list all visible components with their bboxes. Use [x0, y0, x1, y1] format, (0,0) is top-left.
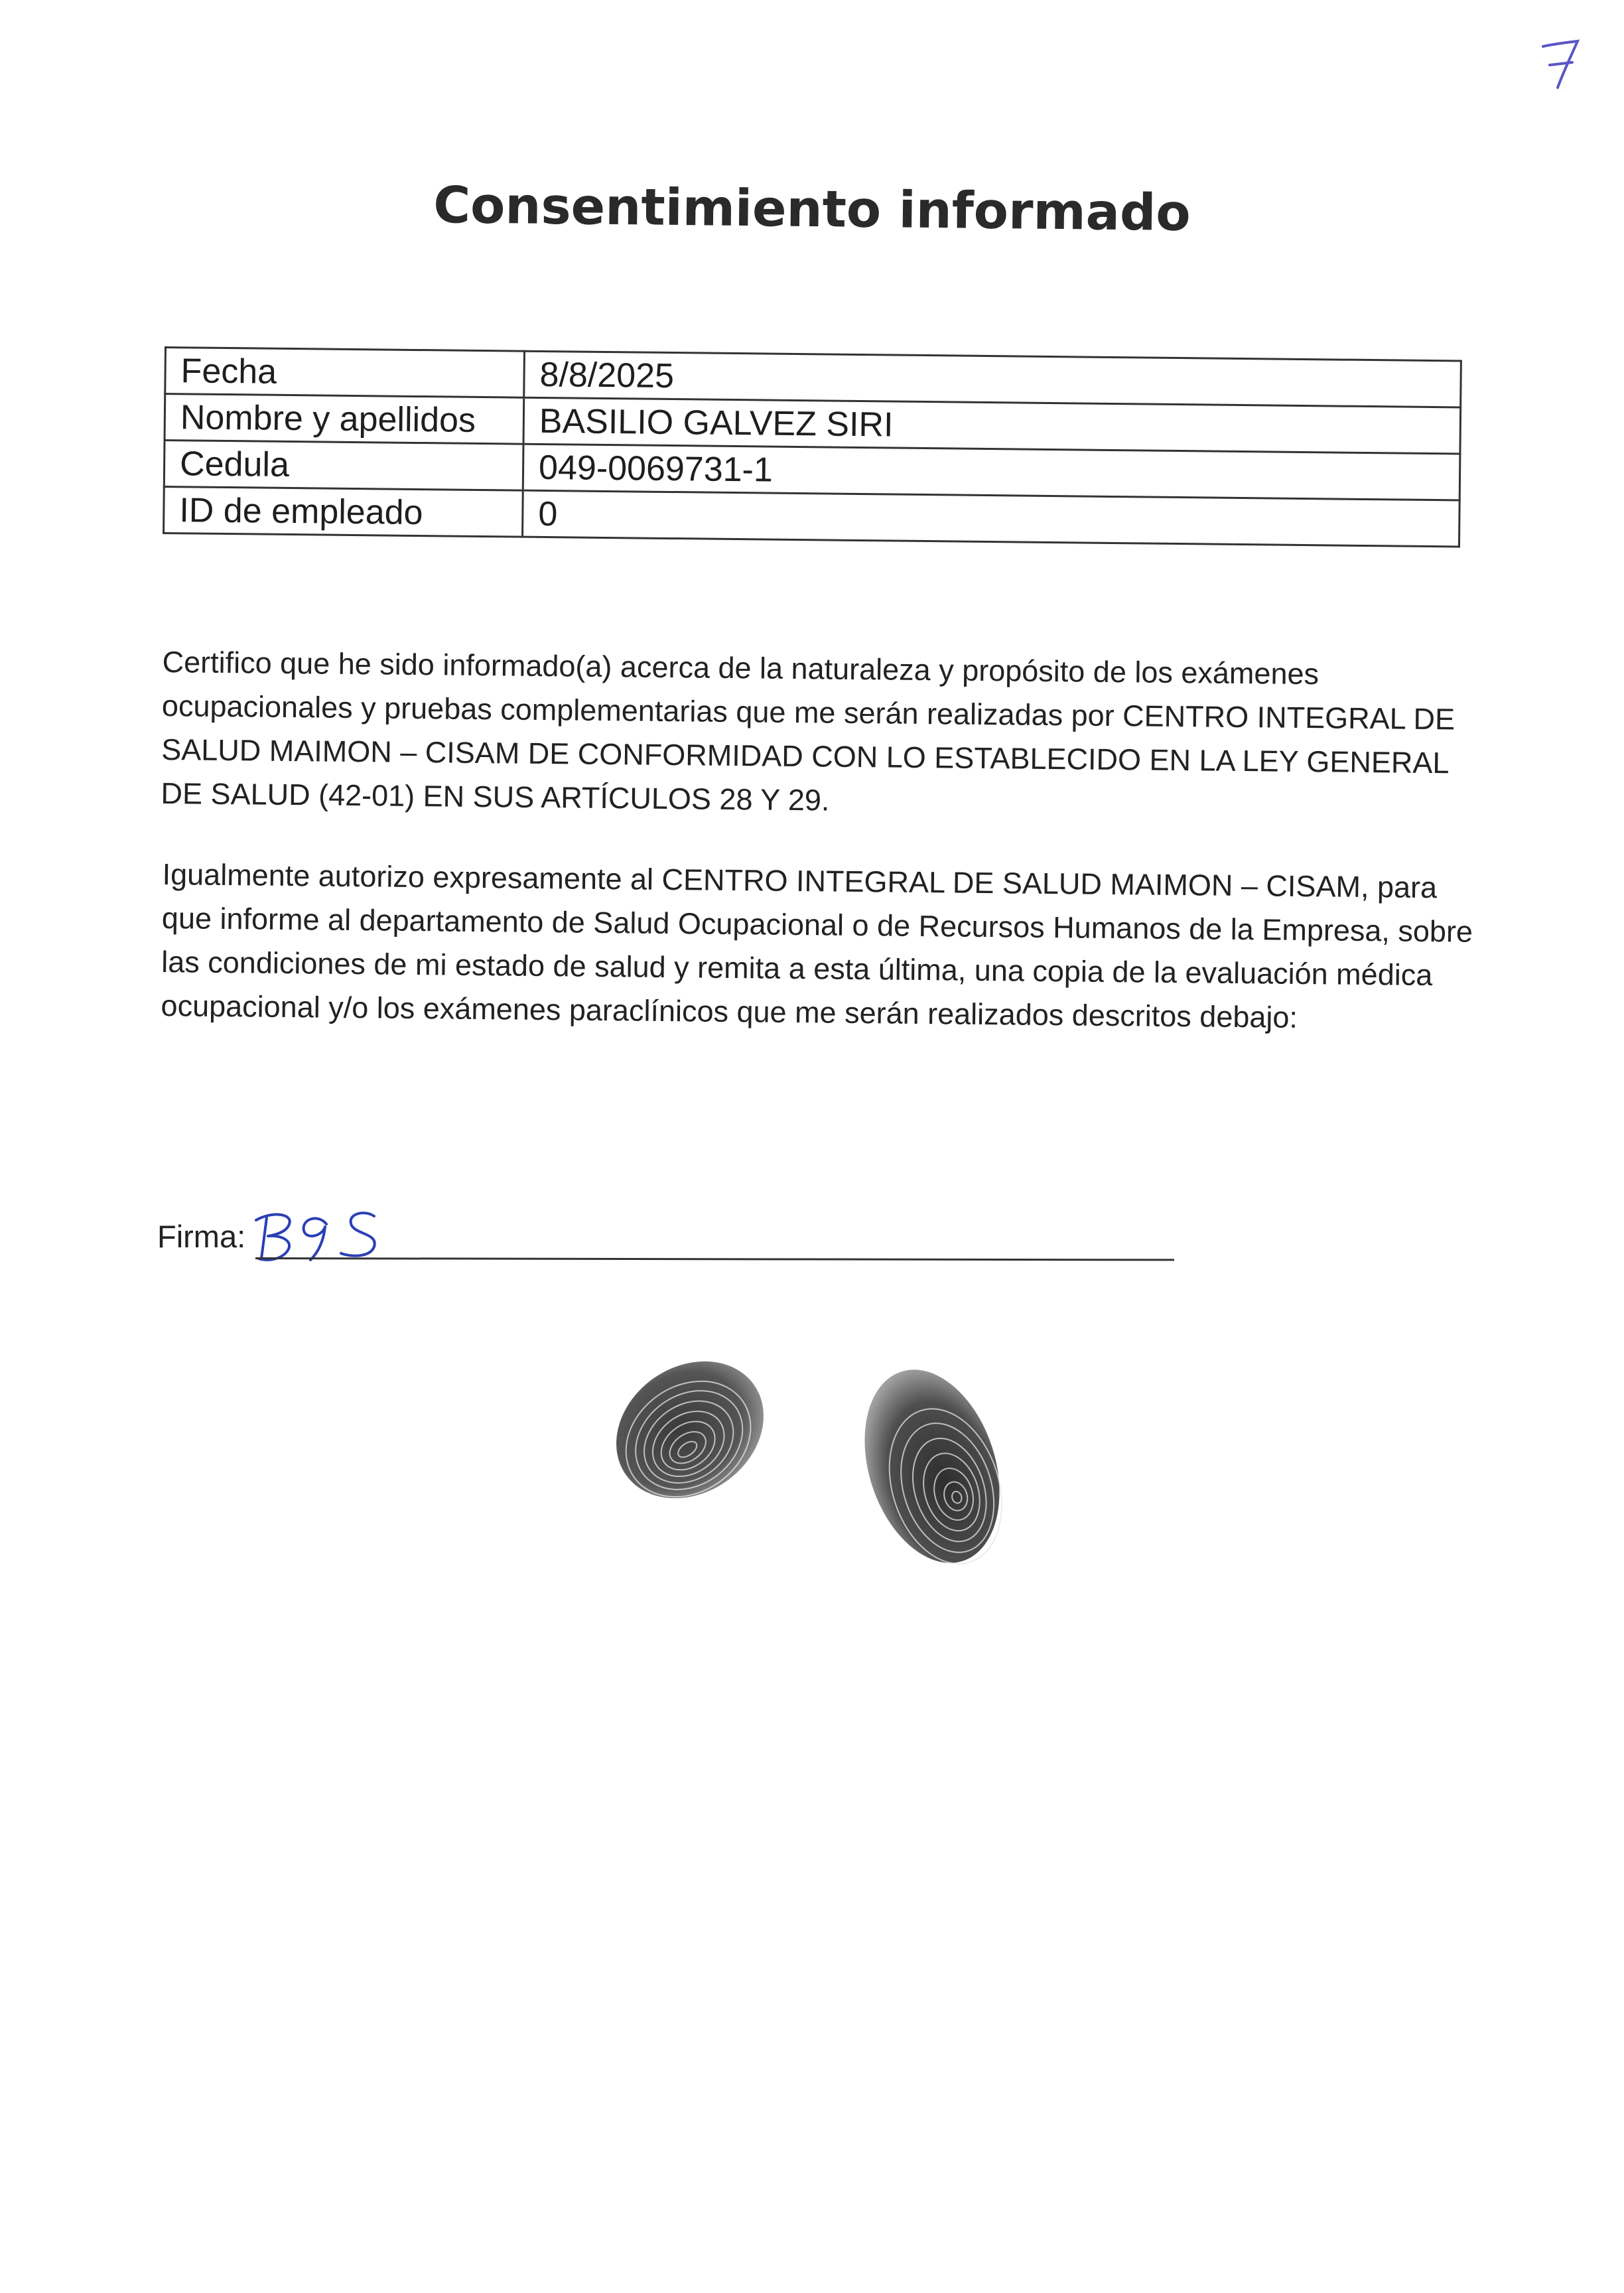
label-fecha: Fecha	[165, 348, 525, 398]
signature-label: Firma:	[157, 1219, 246, 1254]
label-nombre: Nombre y apellidos	[165, 394, 524, 445]
page-title: Consentimiento informado	[433, 175, 1191, 242]
label-id-empleado: ID de empleado	[164, 487, 523, 537]
value-fecha: 8/8/2025	[524, 351, 1461, 407]
value-cedula: 049-0069731-1	[523, 444, 1460, 500]
value-id-empleado: 0	[523, 490, 1460, 547]
fingerprint-right-icon	[849, 1354, 1015, 1579]
consent-paragraph-1: Certifico que he sido informado(a) acerca de la naturaleza y propósito de los exámenes ocupacionales y pruebas complementarias que me serán realizadas por CENTRO INTEGRAL DE SALUD MAIMON – CISAM DE CONFORMIDAD CON LO ESTABLECIDO EN LA LEY GENERAL DE SALUD (42-01) EN SUS ARTÍCULOS 28 Y 29.	[161, 644, 1455, 817]
fingerprint-left-icon	[597, 1337, 783, 1523]
page-number-handwritten	[1538, 27, 1584, 93]
consent-paragraph-2: Igualmente autorizo expresamente al CENTRO INTEGRAL DE SALUD MAIMON – CISAM, para que informe al departamento de Salud Ocupacional o de Recursos Humanos de la Empresa, sobre las condiciones de mi estado de salud y remita a esta última, una copia de la evaluación médica ocupacional y/o los exámenes paraclínicos que me serán realizados descritos debajo:	[161, 857, 1473, 1034]
info-table	[163, 346, 1462, 547]
value-nombre: BASILIO GALVEZ SIRI	[523, 397, 1461, 454]
label-cedula: Cedula	[164, 441, 523, 491]
handwritten-signature	[252, 1204, 398, 1264]
